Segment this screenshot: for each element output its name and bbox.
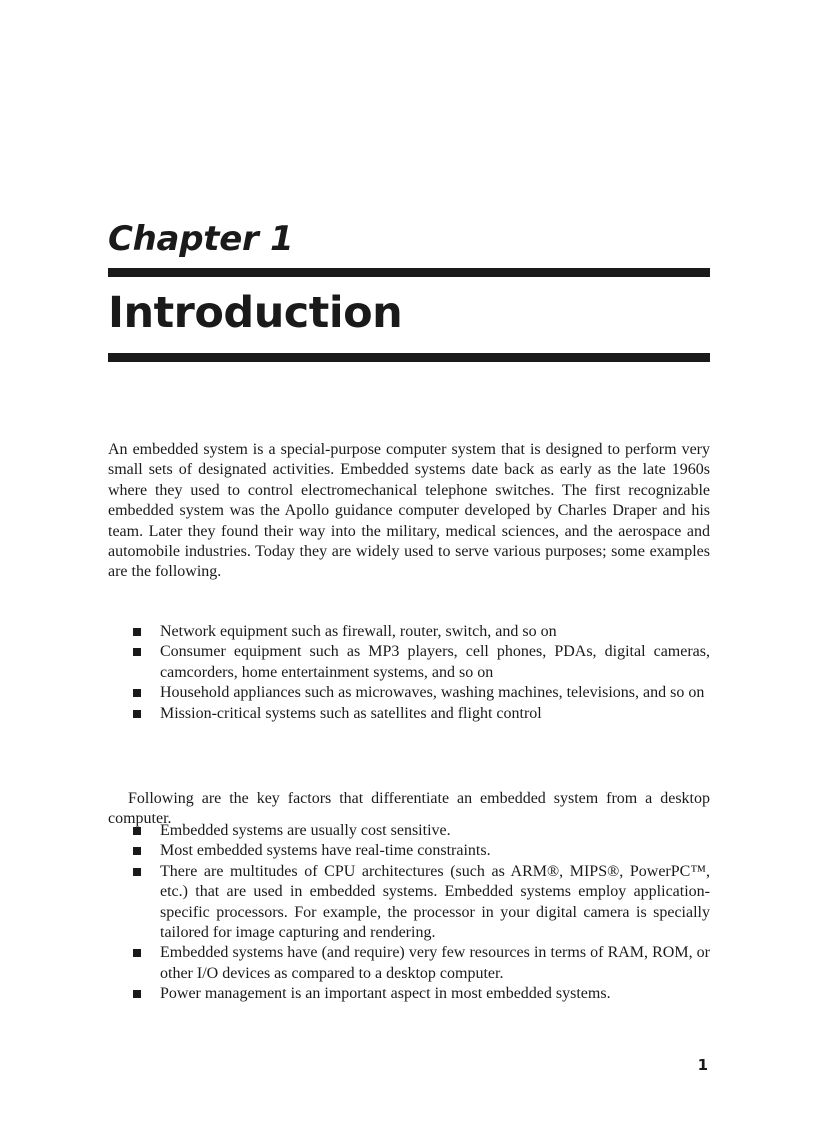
list-item	[130, 683, 710, 703]
list-item	[130, 622, 710, 642]
square-bullet-icon	[133, 648, 141, 656]
square-bullet-icon	[133, 990, 141, 998]
square-bullet-icon	[133, 628, 141, 636]
list-item	[130, 862, 710, 944]
factors-paragraph: Following are the key factors that differentiate an embedded system from a desktop computer.	[108, 790, 710, 828]
chapter-rule-bottom	[108, 353, 710, 362]
list-item-text: There are multitudes of CPU architectures (such as ARM®, MIPS®, PowerPC™, etc.) that are used in embedded systems. Embedded systems employ application-specific processors. For example, the processor in your digital camera is specially tailored for image capturing and rendering.	[160, 862, 710, 942]
square-bullet-icon	[133, 868, 141, 876]
square-bullet-icon	[133, 847, 141, 855]
page-number: 1	[697, 1056, 708, 1074]
list-item-text: Power management is an important aspect in most embedded systems.	[160, 985, 611, 1003]
chapter-label: Chapter 1	[108, 219, 294, 259]
list-item-text: Network equipment such as firewall, router, switch, and so on	[160, 623, 557, 640]
list-item-text: Consumer equipment such as MP3 players, cell phones, PDAs, digital cameras, camcorders, home entertainment systems, and so on	[160, 643, 710, 681]
list-item	[130, 642, 710, 683]
list-item-text: Household appliances such as microwaves, washing machines, televisions, and so on	[160, 684, 705, 702]
square-bullet-icon	[133, 949, 141, 957]
list-item	[130, 704, 710, 724]
list-item	[130, 821, 710, 841]
list-item	[130, 984, 710, 1004]
chapter-title: Introduction	[108, 288, 403, 338]
list-item-text: Mission-critical systems such as satellites and flight control	[160, 704, 542, 722]
list-item	[130, 841, 710, 861]
list-item-text: Embedded systems have (and require) very few resources in terms of RAM, ROM, or other I/O devices as compared to a desktop computer.	[160, 944, 710, 982]
list-item-text: Most embedded systems have real-time constraints.	[160, 842, 491, 860]
square-bullet-icon	[133, 710, 141, 718]
square-bullet-icon	[133, 689, 141, 697]
square-bullet-icon	[133, 827, 141, 835]
chapter-rule-top	[108, 268, 710, 277]
list-item-text: Embedded systems are usually cost sensitive.	[160, 822, 451, 839]
intro-paragraph: An embedded system is a special-purpose computer system that is designed to perform very small sets of designated activities. Embedded systems date back as early as the late 1960s where they used to control electromechanical telephone switches. The first recognizable embedded system was the Apollo guidance computer developed by Charles Draper and his team. Later they found their way into the military, medical sciences, and the aerospace and automobile industries. Today they are widely used to serve various purposes; some examples are the following.	[108, 441, 710, 581]
applications-list	[130, 622, 710, 724]
factors-list	[130, 821, 710, 1005]
list-item	[130, 943, 710, 984]
